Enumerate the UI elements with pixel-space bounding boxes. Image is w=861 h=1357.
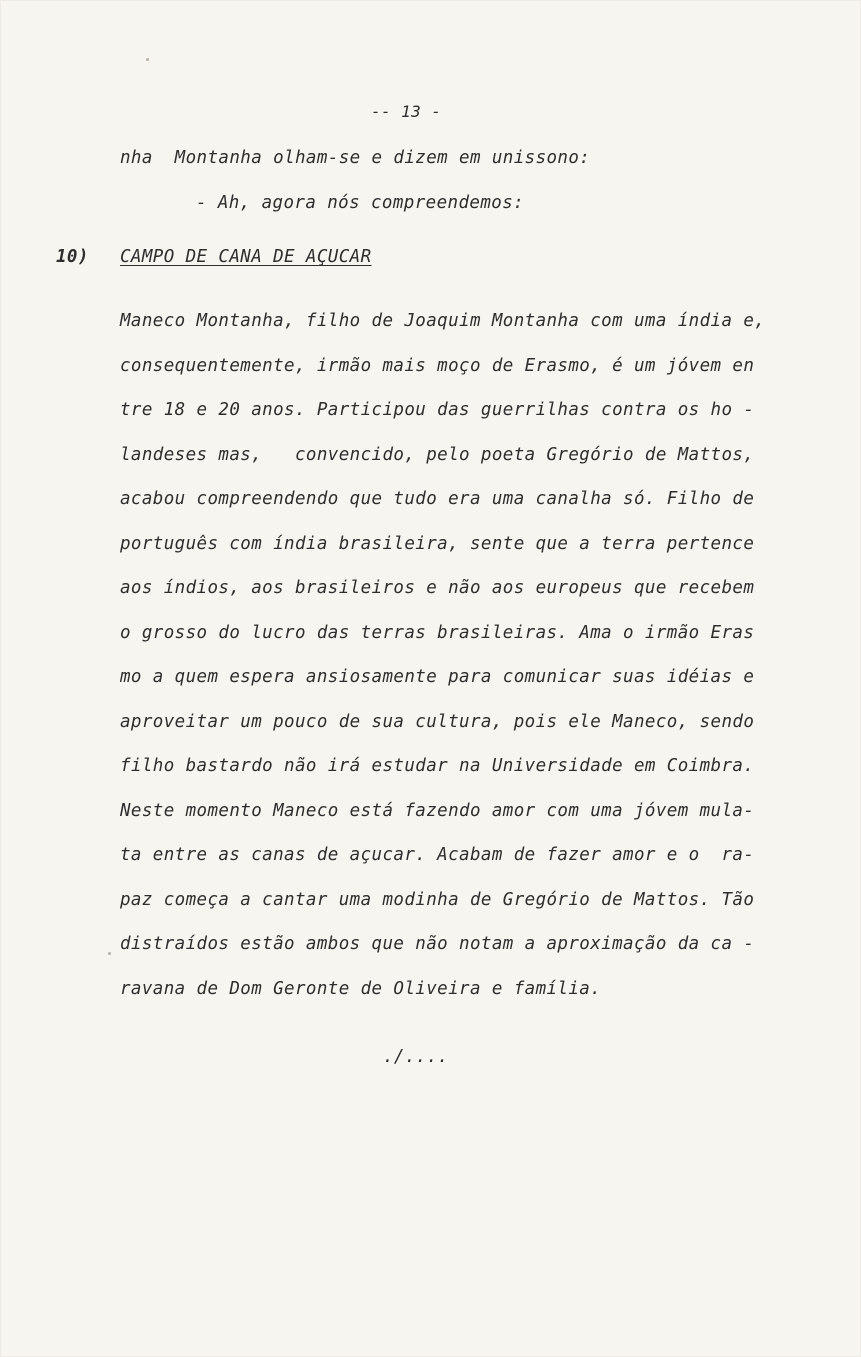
- dialogue-line: nha Montanha olham-se e dizem em unissono:: [120, 148, 591, 168]
- section-number: 10): [56, 247, 89, 267]
- paragraph-line: paz começa a cantar uma modinha de Gregório de Mattos. Tão: [120, 889, 755, 910]
- paragraph-line: tre 18 e 20 anos. Participou das guerrilhas contra os ho -: [120, 400, 755, 420]
- paragraph-line: o grosso do lucro das terras brasileiras. Ama o irmão Eras: [120, 622, 755, 643]
- paper-speck: [146, 58, 149, 61]
- paragraph-line: aproveitar um pouco de sua cultura, pois ele Maneco, sendo: [120, 711, 755, 732]
- paragraph-line: Maneco Montanha, filho de Joaquim Montanha com uma índia e,: [120, 311, 766, 331]
- paragraph-line: ravana de Dom Geronte de Oliveira e família.: [120, 978, 602, 999]
- paragraph-line: consequentemente, irmão mais moço de Erasmo, é um jóvem en: [120, 355, 755, 376]
- continuation-mark: ./....: [383, 1047, 449, 1067]
- body-paragraph: [120, 310, 766, 1022]
- section-title: CAMPO DE CANA DE AÇUCAR: [120, 247, 372, 267]
- paper-speck: [108, 952, 111, 955]
- paragraph-line: mo a quem espera ansiosamente para comunicar suas idéias e: [120, 667, 755, 687]
- paragraph-line: filho bastardo não irá estudar na Universidade em Coimbra.: [120, 756, 755, 776]
- paragraph-line: ta entre as canas de açucar. Acabam de fazer amor e o ra-: [120, 845, 755, 865]
- paragraph-line: acabou compreendendo que tudo era uma canalha só. Filho de: [120, 489, 755, 509]
- dialogue-line: - Ah, agora nós compreendemos:: [196, 193, 525, 213]
- paragraph-line: landeses mas, convencido, pelo poeta Gregório de Mattos,: [120, 444, 755, 465]
- paragraph-line: distraídos estão ambos que não notam a aproximação da ca -: [120, 934, 755, 954]
- paragraph-line: aos índios, aos brasileiros e não aos europeus que recebem: [120, 578, 755, 598]
- page-number: -- 13 -: [371, 102, 442, 121]
- paragraph-line: português com índia brasileira, sente que a terra pertence: [120, 533, 755, 554]
- paragraph-line: Neste momento Maneco está fazendo amor com uma jóvem mula-: [120, 800, 755, 821]
